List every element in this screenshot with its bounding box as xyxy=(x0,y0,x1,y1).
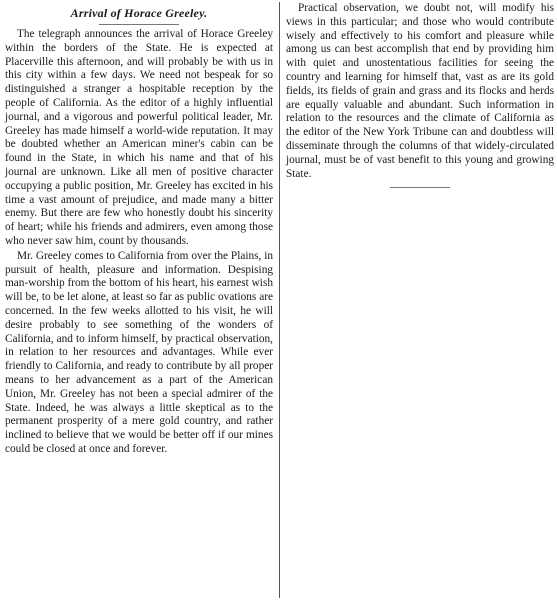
paragraph-2: Mr. Greeley comes to California from over the Plains, in pursuit of health, pleasure and information. Despising man-worship from the bottom of his heart, his earnest wish will be, to be let alone, at least so far as public ovations are concerned. In the few weeks allotted to his visit, he will desire probably to see something of the wonders of California, and to inform himself, by practical observation, in relation to her resources and advantages. While ever friendly to California, and ready to contribute by all proper means to her advancement as a part of the American Union, Mr. Greeley has not been a special admirer of the State. Indeed, he was always a little skeptical as to the permanent prosperity of a mere gold country, and rather inclined to believe that we would be better off if our mines could be closed at once and forever. xyxy=(5,249,273,455)
title-divider xyxy=(99,24,179,25)
article-title: Arrival of Horace Greeley. xyxy=(70,6,208,20)
column-divider xyxy=(279,2,280,598)
paragraph-3: Practical observation, we doubt not, will modify his views in this particular; and those who would contribute wisely and effectively to his comfort and pleasure while among us can best accomplish that end by providing him with quiet and unostentatious facilities for seeing the country and learning for himself that, vast as are its gold fields, its fields of grain and grass and its flocks and herds are equally valuable and abundant. Such information in relation to the resources and the climate of California as the editor of the New York Tribune can and doubtless will disseminate through the columns of that widely-circulated journal, must be of vast benefit to this young and growing State. xyxy=(286,2,554,180)
end-divider xyxy=(390,187,450,188)
paragraph-1: The telegraph announces the arrival of Horace Greeley within the borders of the State. He is expected at Placerville this afternoon, and will probably be with us in this city within a few days. We need not bespeak for so distinguished a stranger a hospitable reception by the people of California. As the editor of a highly influential journal, and a vigorous and powerful political leader, Mr. Greeley has made himself a world-wide reputation. It may be doubted whether an American miner's cabin can be found in the State, in which his name and that of his journal are unknown. Like all men of positive character occupying a public position, Mr. Greeley has excited in his time a vast amount of prejudice, and made many a bitter enemy. But there are few who honestly doubt his sincerity of heart; while his friends and admirers, even among those who never saw him, count by thousands. xyxy=(5,28,273,247)
right-column xyxy=(286,0,554,188)
left-column xyxy=(5,0,273,457)
